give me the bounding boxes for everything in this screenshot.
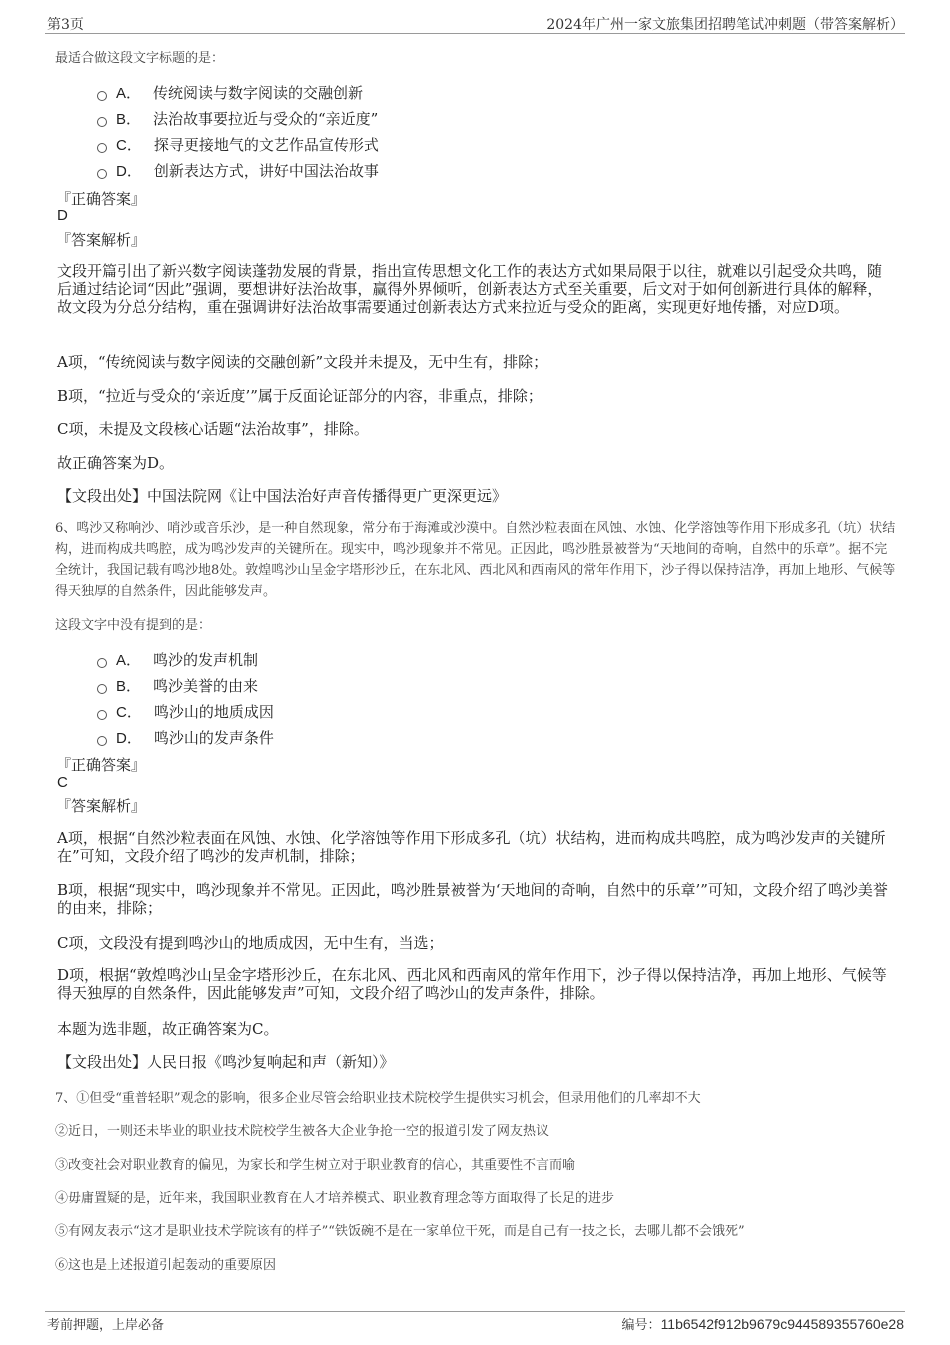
q7-sentence-6: ⑥这也是上述报道引起轰动的重要原因 (55, 1258, 277, 1273)
q6-option-a[interactable] (97, 649, 258, 670)
radio-icon[interactable] (97, 143, 107, 153)
q6-option-c[interactable] (97, 701, 274, 722)
q7-sentence-5: ⑤有网友表示“这才是职业技术学院该有的样子”“铁饭碗不是在一家单位干死，而是自己有一技之长，去哪儿都不会饿死” (55, 1224, 745, 1239)
radio-icon[interactable] (97, 169, 107, 179)
q6-prompt: 这段文字中没有提到的是： (55, 618, 212, 633)
q5-analysis-paragraph: 文段开篇引出了新兴数字阅读蓬勃发展的背景，指出宣传思想文化工作的表达方式如果局限于以往，就难以引起受众共鸣，随后通过结论词“因此”强调，要想讲好法治故事，赢得外界倾听，创新表达方式至关重要，后文对于如何创新进行具体的解释，故文段为分总分结构，重在强调讲好法治故事需要通过创新表达方式来拉近与受众的距离，实现更好地传播，对应D项。 (57, 262, 883, 316)
q5-analysis-b: B项，“拉近与受众的‘亲近度’”属于反面论证部分的内容，非重点，排除； (57, 387, 543, 405)
q6-analysis-b: B项，根据“现实中，鸣沙现象并不常见。正因此，鸣沙胜景被誉为‘天地间的奇响，自然中的乐章’”可知，文段介绍了鸣沙美誉的由来，排除； (57, 881, 888, 917)
q6-analysis-d: D项，根据“敦煌鸣沙山呈金字塔形沙丘，在东北风、西北风和西南风的常年作用下，沙子得以保持洁净，再加上地形、气候等得天独厚的自然条件，因此能够发声”可知，文段介绍了鸣沙山的发声条件，排除。 (57, 966, 887, 1002)
option-text: 鸣沙的发声机制 (153, 651, 259, 669)
radio-icon[interactable] (97, 736, 107, 746)
q6-answer-label: 『正确答案』 (56, 756, 147, 774)
q5-option-a[interactable] (97, 82, 363, 103)
q5-analysis-label: 『答案解析』 (56, 231, 147, 249)
footer-slogan: 考前押题，上岸必备 (47, 1318, 165, 1333)
option-text: 鸣沙山的发声条件 (153, 729, 274, 747)
option-text: 传统阅读与数字阅读的交融创新 (153, 84, 364, 102)
option-text: 创新表达方式，讲好中国法治故事 (153, 162, 379, 180)
q5-conclusion: 故正确答案为D。 (57, 454, 175, 472)
option-letter: B． (116, 678, 142, 695)
code-value: 11b6542f912b9679c944589355760e28 (660, 1316, 904, 1332)
q7-sentence-4: ④毋庸置疑的是，近年来，我国职业教育在人才培养模式、职业教育理念等方面取得了长足的进步 (55, 1191, 615, 1206)
radio-icon[interactable] (97, 710, 107, 720)
radio-icon[interactable] (97, 117, 107, 127)
radio-icon[interactable] (97, 91, 107, 101)
q6-analysis-label: 『答案解析』 (56, 797, 147, 815)
q5-analysis-c: C项，未提及文段核心话题“法治故事”，排除。 (57, 420, 369, 438)
q7-sentence-2: ②近日，一则还未毕业的职业技术院校学生被各大企业争抢一空的报道引发了网友热议 (55, 1124, 550, 1139)
q5-prompt: 最适合做这段文字标题的是： (55, 51, 225, 66)
radio-icon[interactable] (97, 684, 107, 694)
q7-sentence-1: 7、①但受“重普轻职”观念的影响，很多企业尽管会给职业技术院校学生提供实习机会，但录用他们的几率却不大 (55, 1091, 701, 1106)
q6-analysis-c: C项，文段没有提到鸣沙山的地质成因，无中生有，当选； (57, 934, 444, 952)
document-title: 2024年广州一家文旅集团招聘笔试冲刺题（带答案解析） (546, 17, 904, 33)
option-letter: D． (116, 163, 142, 180)
q6-option-b[interactable] (97, 675, 258, 696)
q7-sentence-3: ③改变社会对职业教育的偏见，为家长和学生树立对于职业教育的信心，其重要性不言而喻 (55, 1158, 576, 1173)
radio-icon[interactable] (97, 658, 107, 668)
option-letter: D． (116, 730, 142, 747)
q6-source: 【文段出处】人民日报《鸣沙复响起和声（新知）》 (57, 1053, 395, 1071)
option-letter: C． (116, 704, 142, 721)
q5-option-d[interactable] (97, 160, 379, 181)
q5-answer: D (57, 207, 68, 224)
option-text: 鸣沙美誉的由来 (153, 677, 259, 695)
q5-option-b[interactable] (97, 108, 378, 129)
footer-code (622, 1314, 904, 1333)
option-letter: C． (116, 137, 142, 154)
option-text: 探寻更接地气的文艺作品宣传形式 (153, 136, 379, 154)
code-label: 编号： (621, 1318, 661, 1333)
header-divider (45, 33, 905, 34)
footer-divider (45, 1311, 905, 1312)
q6-passage: 6、鸣沙又称响沙、哨沙或音乐沙，是一种自然现象，常分布于海滩或沙漠中。自然沙粒表面在风蚀、水蚀、化学溶蚀等作用下形成多孔（坑）状结构，进而构成共鸣腔，成为鸣沙发声的关键所在。现实中，鸣沙现象并不常见。正因此，鸣沙胜景被誉为“天地间的奇响，自然中的乐章”。据不完全统计，我国记载有鸣沙地8处。敦煌鸣沙山呈金字塔形沙丘，在东北风、西北风和西南风的常年作用下，沙子得以保持洁净，再加上地形、气候等得天独厚的自然条件，因此能够发声。 (55, 521, 896, 599)
option-letter: A． (116, 652, 142, 669)
q6-analysis-a: A项，根据“自然沙粒表面在风蚀、水蚀、化学溶蚀等作用下形成多孔（坑）状结构，进而构成共鸣腔，成为鸣沙发声的关键所在”可知，文段介绍了鸣沙的发声机制，排除； (57, 829, 886, 865)
q5-answer-label: 『正确答案』 (56, 190, 147, 208)
q6-option-d[interactable] (97, 727, 274, 748)
option-letter: A． (116, 85, 142, 102)
page-number: 第3页 (47, 17, 84, 33)
q6-answer: C (57, 774, 68, 791)
option-text: 法治故事要拉近与受众的“亲近度” (153, 110, 379, 128)
q5-source: 【文段出处】中国法院网《让中国法治好声音传播得更广更深更远》 (57, 487, 508, 505)
q5-analysis-a: A项，“传统阅读与数字阅读的交融创新”文段并未提及，无中生有，排除； (57, 353, 549, 371)
q6-conclusion: 本题为选非题，故正确答案为C。 (57, 1020, 279, 1038)
q5-option-c[interactable] (97, 134, 379, 155)
option-text: 鸣沙山的地质成因 (153, 703, 274, 721)
option-letter: B． (116, 111, 142, 128)
